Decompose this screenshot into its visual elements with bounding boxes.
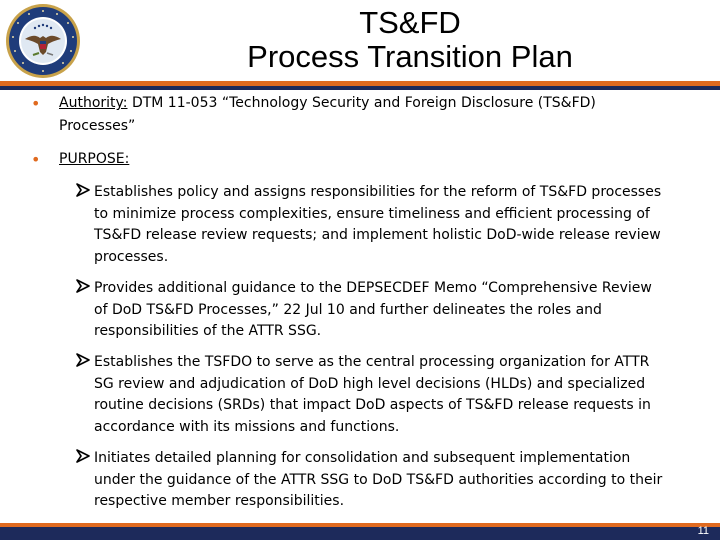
sub-item-text xyxy=(94,352,689,438)
purpose-label: PURPOSE: xyxy=(59,151,130,167)
title-line-2: Process Transition Plan xyxy=(247,39,573,74)
sub-item-line: under the guidance of the ATTR SSG to DoD TS&FD authorities according to their xyxy=(94,471,663,488)
sub-item-line: of DoD TS&FD Processes,” 22 Jul 10 and further delineates the roles and xyxy=(94,301,602,318)
sub-item-text xyxy=(94,278,689,343)
sub-item-line: Initiates detailed planning for consolidation and subsequent implementation xyxy=(94,450,631,466)
sub-item-line: accordance with its missions and functions. xyxy=(94,418,400,435)
sub-item-line: respective member responsibilities. xyxy=(94,493,345,509)
sub-item-line: to minimize process complexities, ensure timeliness and efficient processing of xyxy=(94,205,650,222)
title-line-1: TS&FD xyxy=(359,5,461,40)
authority-label: Authority: xyxy=(59,95,128,111)
footer-bar xyxy=(0,527,720,540)
bullet-text xyxy=(59,148,699,171)
authority-text-line-1: DTM 11-053 “Technology Security and Foreign Disclosure (TS&FD) xyxy=(127,95,596,111)
sub-item-line: routine decisions (SRDs) that impact DoD aspects of TS&FD release requests in xyxy=(94,397,651,413)
sub-item-line: responsibilities of the ATTR SSG. xyxy=(94,323,322,339)
arrowhead-bullet-icon xyxy=(76,183,90,197)
slide-title xyxy=(100,6,720,74)
sub-item-line: Establishes the TSFDO to serve as the central processing organization for ATTR xyxy=(94,354,650,370)
page-number: 11 xyxy=(697,525,709,537)
arrowhead-bullet-icon xyxy=(76,353,90,367)
bullet-dot-icon: • xyxy=(31,94,41,113)
sub-item-text xyxy=(94,448,689,513)
sub-item-line: Establishes policy and assigns responsibilities for the reform of TS&FD processes xyxy=(94,184,662,200)
sub-item-text xyxy=(94,182,689,268)
dod-seal-icon xyxy=(5,3,81,79)
arrowhead-bullet-icon xyxy=(76,449,90,463)
bullet-dot-icon: • xyxy=(31,150,41,169)
sub-item-line: processes. xyxy=(94,248,169,265)
arrowhead-bullet-icon xyxy=(76,279,90,293)
sub-item-line: SG review and adjudication of DoD high level decisions (HLDs) and specialized xyxy=(94,375,646,392)
sub-item-line: Provides additional guidance to the DEPSECDEF Memo “Comprehensive Review xyxy=(94,280,652,296)
bullet-text xyxy=(59,92,699,138)
sub-item-line: TS&FD release review requests; and implement holistic DoD-wide release review xyxy=(94,227,661,243)
header-rule-navy xyxy=(0,86,720,90)
authority-text-line-2: Processes” xyxy=(59,118,136,134)
